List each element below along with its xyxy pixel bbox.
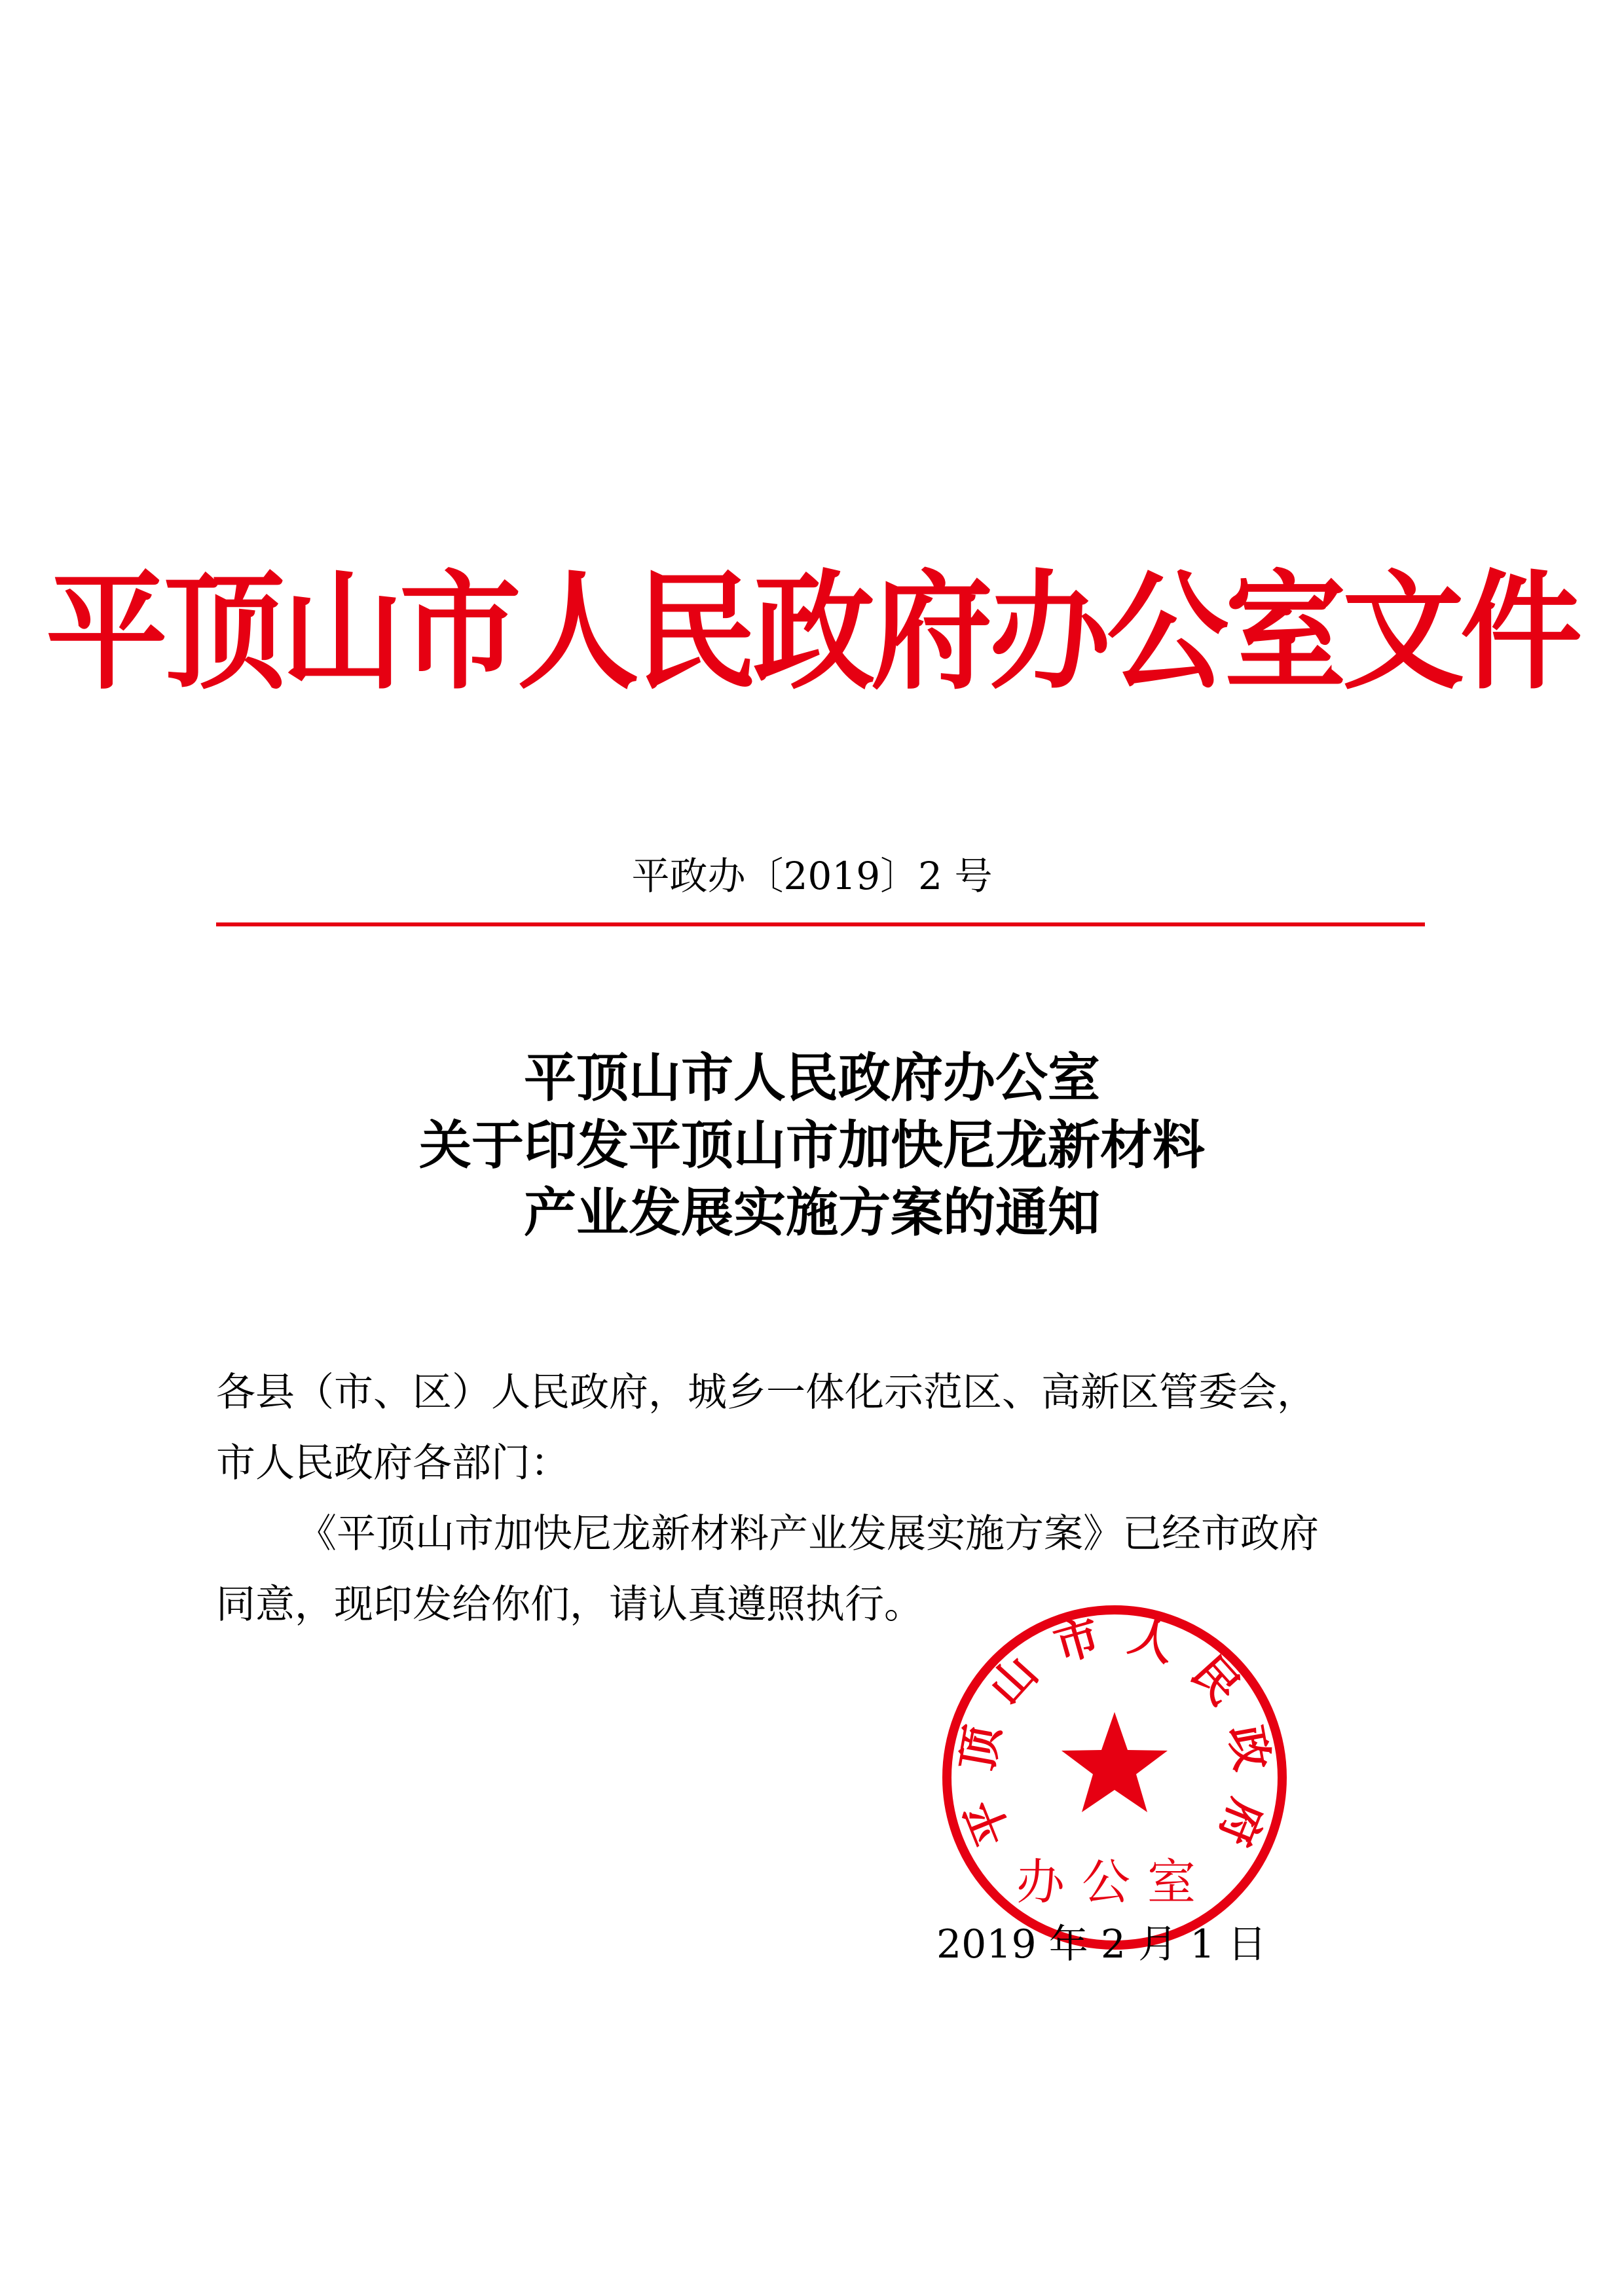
issue-date: 2019 年 2 月 1 日 [936,1922,1267,1967]
notice-title-line-3: 产业发展实施方案的通知 [524,1182,1100,1243]
red-divider-line [216,922,1425,926]
recipients-line-2: 市人民政府各部门： [216,1440,570,1486]
notice-body [216,1357,1425,1640]
seal-bottom-text: 办公室 [1016,1854,1213,1910]
official-seal [938,1601,1291,1954]
notice-title [0,1044,1624,1247]
issuing-office-header: 平顶山市人民政府办公室文件 [45,556,1578,707]
notice-title-line-1: 平顶山市人民政府办公室 [524,1047,1100,1108]
paragraph-line-2: 同意，现印发给你们，请认真遵照执行。 [216,1582,923,1628]
paragraph-line-1: 《平顶山市加快尼龙新材料产业发展实施方案》已经市政府 [297,1511,1319,1557]
notice-title-line-2: 关于印发平顶山市加快尼龙新材料 [419,1114,1205,1176]
seal-star-icon [1061,1712,1168,1812]
document-number: 平政办〔2019〕2 号 [631,854,993,898]
seal-arc-text: 平顶山市人民政府 [950,1609,1279,1853]
recipients-line-1: 各县（市、区）人民政府，城乡一体化示范区、高新区管委会， [216,1370,1316,1415]
